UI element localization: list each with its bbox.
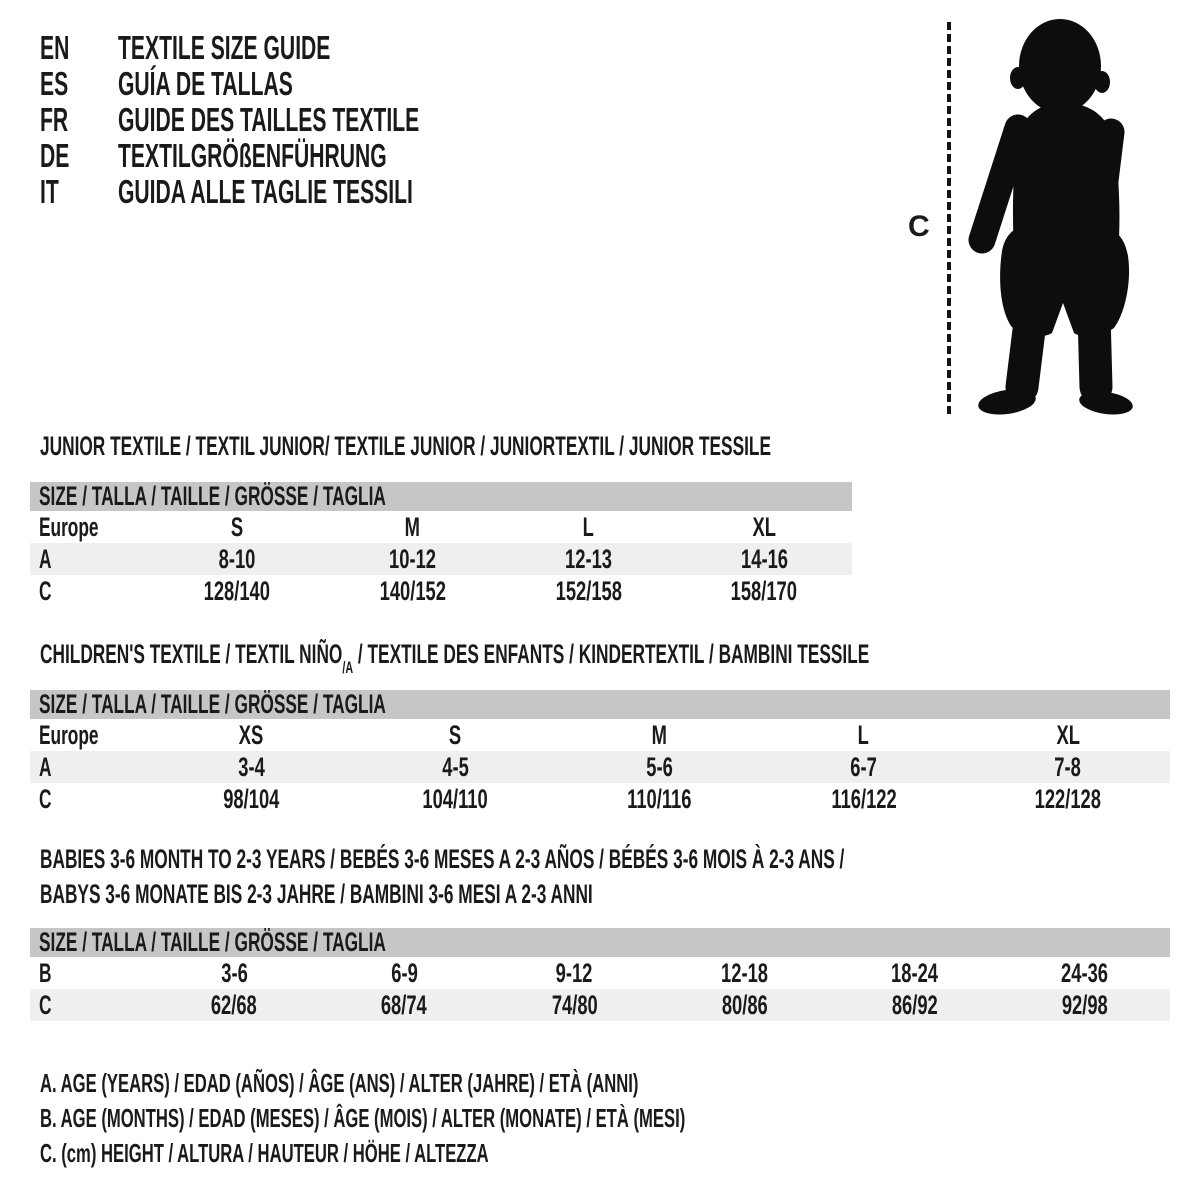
row-label: C	[39, 990, 52, 1020]
table-row	[30, 511, 852, 543]
junior-section-title: JUNIOR TEXTILE / TEXTIL JUNIOR/ TEXTILE JUNIOR / JUNIORTEXTIL / JUNIOR TESSILE	[40, 431, 771, 461]
table-cell: 10-12	[389, 544, 437, 574]
row-label: A	[39, 752, 52, 782]
table-cell: 5-6	[646, 752, 673, 782]
table-cell: 6-7	[850, 752, 877, 782]
table-body	[30, 719, 1170, 815]
table-cell: 110/116	[627, 784, 692, 814]
table-cell: 18-24	[891, 958, 939, 988]
legend	[40, 1066, 1048, 1171]
table-cell: 62/68	[211, 990, 258, 1020]
babies-section-title-line1: BABIES 3-6 MONTH TO 2-3 YEARS / BEBÉS 3-6 MESES A 2-3 AÑOS / BÉBÉS 3-6 MOIS À 2-3 ANS /	[40, 844, 845, 874]
table-cell: XL	[752, 512, 776, 542]
legend-age-years: A. AGE (YEARS) / EDAD (AÑOS) / ÂGE (ANS) / ALTER (JAHRE) / ETÀ (ANNI)	[40, 1068, 639, 1098]
table-cell: XL	[1056, 720, 1080, 750]
table-cell: 116/122	[831, 784, 897, 814]
table-cell: 152/158	[555, 576, 622, 606]
toddler-silhouette-icon	[966, 16, 1136, 416]
table-body	[30, 957, 1170, 1021]
table-row	[30, 989, 1170, 1021]
row-label: B	[39, 958, 52, 988]
table-cell: 3-4	[237, 752, 265, 782]
table-cell: 8-10	[218, 544, 256, 574]
table-cell: 4-5	[442, 752, 469, 782]
table-cell: S	[449, 720, 462, 750]
lang-code: DE	[40, 137, 70, 174]
table-cell: 122/128	[1034, 784, 1102, 814]
table-cell: 128/140	[203, 576, 271, 606]
table-cell: M	[404, 512, 421, 542]
table-cell: 92/98	[1061, 990, 1108, 1020]
table-cell: 24-36	[1061, 958, 1109, 988]
table-cell: 104/110	[422, 784, 488, 814]
height-dashed-line	[947, 22, 951, 414]
table-cell: XS	[238, 720, 264, 750]
table-row	[30, 957, 1170, 989]
table-row	[30, 543, 852, 575]
children-size-table	[30, 690, 1170, 815]
table-row	[30, 751, 1170, 783]
table-header: SIZE / TALLA / TAILLE / GRÖSSE / TAGLIA	[30, 928, 1170, 957]
row-label: C	[39, 784, 52, 814]
table-cell: 14-16	[740, 544, 788, 574]
table-body	[30, 511, 852, 607]
row-label: C	[39, 576, 52, 606]
guide-title-it: GUIDA ALLE TAGLIE TESSILI	[118, 173, 413, 210]
table-cell: 140/152	[379, 576, 446, 606]
table-cell: 68/74	[381, 990, 428, 1020]
table-cell: 98/104	[223, 784, 280, 814]
legend-height-cm: C. (cm) HEIGHT / ALTURA / HAUTEUR / HÖHE / ALTEZZA	[40, 1138, 489, 1168]
lang-code: IT	[40, 173, 59, 210]
table-header: SIZE / TALLA / TAILLE / GRÖSSE / TAGLIA	[30, 690, 1170, 719]
table-row	[30, 575, 852, 607]
table-cell: 12-13	[564, 544, 612, 574]
babies-section-title-line2: BABYS 3-6 MONATE BIS 2-3 JAHRE / BAMBINI 3-6 MESI A 2-3 ANNI	[40, 879, 593, 909]
table-cell: L	[582, 512, 594, 542]
table-cell: M	[651, 720, 668, 750]
lang-code: FR	[40, 101, 69, 138]
table-header: SIZE / TALLA / TAILLE / GRÖSSE / TAGLIA	[30, 482, 852, 511]
height-measure-figure	[0, 0, 1200, 430]
guide-title-es: GUÍA DE TALLAS	[118, 65, 293, 102]
table-cell: 80/86	[721, 990, 768, 1020]
guide-title-de: TEXTILGRÖßENFÜHRUNG	[118, 137, 387, 174]
table-row	[30, 783, 1170, 815]
children-section-title: CHILDREN'S TEXTILE / TEXTIL $NIÑO_{/A}$ / TEXTILE DES ENFANTS / KINDERTEXTIL / BAMBINI TESSILE	[40, 639, 870, 678]
table-cell: L	[858, 720, 870, 750]
legend-age-months: B. AGE (MONTHS) / EDAD (MESES) / ÂGE (MOIS) / ALTER (MONATE) / ETÀ (MESI)	[40, 1103, 686, 1133]
table-cell: 12-18	[721, 958, 769, 988]
guide-title-fr: GUIDE DES TAILLES TEXTILE	[118, 101, 420, 138]
babies-size-table	[30, 928, 1170, 1021]
guide-title-en: TEXTILE SIZE GUIDE	[118, 29, 331, 66]
junior-size-table	[30, 482, 852, 607]
row-label: Europe	[39, 512, 99, 542]
table-cell: 6-9	[390, 958, 418, 988]
lang-code: EN	[40, 29, 70, 66]
table-cell: 9-12	[556, 958, 593, 988]
table-row	[30, 719, 1170, 751]
table-cell: 3-6	[220, 958, 248, 988]
table-cell: 7-8	[1054, 752, 1082, 782]
table-cell: 86/92	[891, 990, 938, 1020]
nino-a-subscript: /A	[342, 658, 354, 678]
table-cell: 158/170	[730, 576, 798, 606]
lang-code: ES	[40, 65, 69, 102]
table-cell: S	[230, 512, 243, 542]
row-label: A	[39, 544, 52, 574]
row-label: Europe	[39, 720, 99, 750]
table-cell: 74/80	[551, 990, 598, 1020]
height-dimension-label: C	[908, 210, 930, 243]
